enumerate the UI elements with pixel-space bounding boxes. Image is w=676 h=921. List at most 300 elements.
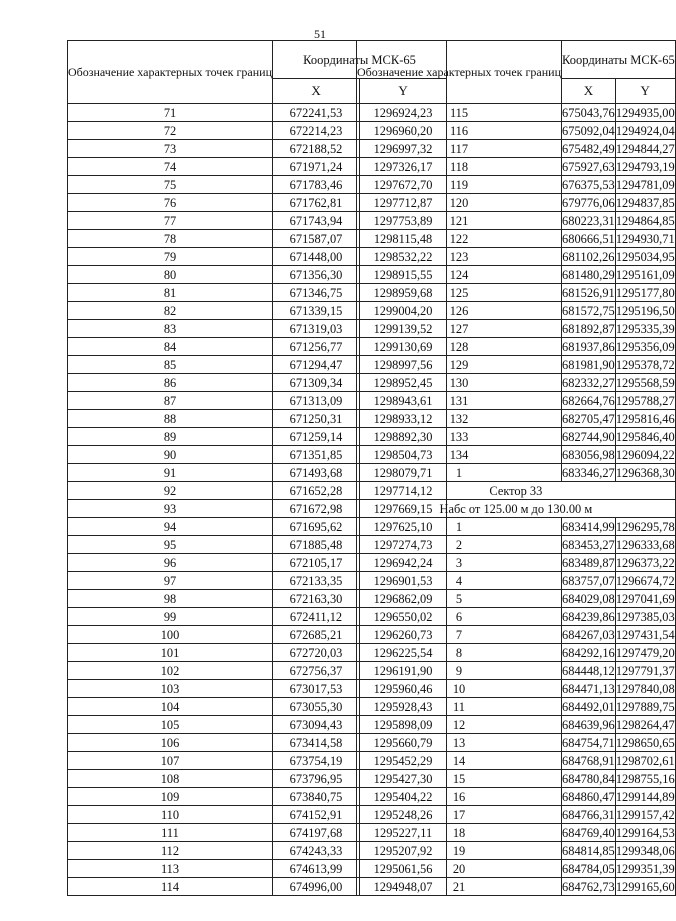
coordinate-x: 683414,99 [562, 519, 615, 534]
coordinate-x: 671743,94 [273, 212, 360, 230]
coordinate-x: 672685,21 [273, 626, 360, 644]
point-number: 85 [68, 356, 273, 374]
coordinate-y: 1295960,46 [360, 680, 447, 698]
table-row [357, 842, 676, 860]
coordinate-y: 1295568,59 [615, 375, 675, 390]
point-number: 111 [68, 824, 273, 842]
table-row [357, 572, 676, 590]
coordinate-y: 1298264,47 [615, 717, 675, 732]
sector-height-row [357, 500, 676, 518]
coordinate-x: 684471,13 [562, 681, 615, 696]
coordinate-x: 683757,07 [562, 573, 615, 588]
coordinate-x: 675927,63 [562, 159, 615, 174]
table-row [357, 644, 676, 662]
coordinate-y: 1295207,92 [360, 842, 447, 860]
coordinate-y: 1297712,87 [360, 194, 447, 212]
coordinate-x: 671587,07 [273, 230, 360, 248]
coordinate-y: 1298943,61 [360, 392, 447, 410]
coordinate-y: 1296373,22 [615, 555, 675, 570]
coordinates-table-right [356, 40, 676, 896]
point-number: 102 [68, 662, 273, 680]
point-number: 8 [357, 644, 562, 662]
point-number: 98 [68, 590, 273, 608]
coordinate-x: 684780,84 [562, 771, 615, 786]
coordinate-x: 684292,16 [562, 645, 615, 660]
coordinate-x: 674152,91 [273, 806, 360, 824]
point-number: 79 [68, 248, 273, 266]
point-number: 82 [68, 302, 273, 320]
point-number: 11 [357, 698, 562, 716]
sector-height: Набс от 125.00 м до 130.00 м [357, 500, 676, 518]
coordinate-y: 1298933,12 [360, 410, 447, 428]
table-row [357, 446, 676, 464]
coordinate-x: 673796,95 [273, 770, 360, 788]
point-number: 101 [68, 644, 273, 662]
coordinate-y: 1295356,09 [615, 339, 675, 354]
point-number: 100 [68, 626, 273, 644]
point-number: 15 [357, 770, 562, 788]
coordinate-x: 681981,90 [562, 357, 615, 372]
coordinate-y: 1294837,85 [615, 195, 675, 210]
table-row [357, 140, 676, 158]
coordinate-x: 672163,30 [273, 590, 360, 608]
point-number: 92 [68, 482, 273, 500]
point-number: 123 [357, 248, 562, 266]
point-number: 4 [357, 572, 562, 590]
coordinate-x: 681572,75 [562, 303, 615, 318]
point-number: 1 [357, 464, 562, 482]
point-number: 10 [357, 680, 562, 698]
coordinate-y: 1297714,12 [360, 482, 447, 500]
table-row [357, 680, 676, 698]
point-number: 76 [68, 194, 273, 212]
coordinate-y: 1295928,43 [360, 698, 447, 716]
coordinate-x: 684239,86 [562, 609, 615, 624]
point-number: 122 [357, 230, 562, 248]
point-number: 72 [68, 122, 273, 140]
coordinate-x: 682332,27 [562, 375, 615, 390]
coordinate-x: 672188,52 [273, 140, 360, 158]
point-number: 134 [357, 446, 562, 464]
table-row [357, 266, 676, 284]
coordinate-x: 671652,28 [273, 482, 360, 500]
header-y: Y [615, 79, 675, 104]
coordinate-y: 1296862,09 [360, 590, 447, 608]
point-number: 88 [68, 410, 273, 428]
coordinate-y: 1297840,08 [615, 681, 675, 696]
sector-title: Сектор 33 [357, 482, 676, 500]
point-number: 126 [357, 302, 562, 320]
coordinate-x: 671971,24 [273, 158, 360, 176]
table-row [357, 554, 676, 572]
coordinate-y: 1295660,79 [360, 734, 447, 752]
coordinate-y: 1294844,27 [615, 141, 675, 156]
coordinate-x: 671250,31 [273, 410, 360, 428]
coordinate-y: 1299348,06 [615, 843, 675, 858]
coordinate-y: 1299164,53 [615, 825, 675, 840]
coordinate-x: 672756,37 [273, 662, 360, 680]
table-row [357, 716, 676, 734]
point-number: 127 [357, 320, 562, 338]
coordinate-y: 1294781,09 [615, 177, 675, 192]
point-number: 74 [68, 158, 273, 176]
point-number: 132 [357, 410, 562, 428]
coordinate-y: 1294948,07 [360, 878, 447, 896]
table-row [357, 752, 676, 770]
coordinate-x: 671256,77 [273, 338, 360, 356]
point-number: 103 [68, 680, 273, 698]
coordinate-y: 1296901,53 [360, 572, 447, 590]
coordinate-y: 1296550,02 [360, 608, 447, 626]
point-number: 95 [68, 536, 273, 554]
table-row [357, 320, 676, 338]
table-row [357, 248, 676, 266]
coordinate-x: 684448,12 [562, 663, 615, 678]
coordinate-x: 671313,09 [273, 392, 360, 410]
coordinate-x: 684492,01 [562, 699, 615, 714]
coordinate-y: 1299130,69 [360, 338, 447, 356]
coordinate-y: 1295161,09 [615, 267, 675, 282]
point-number: 130 [357, 374, 562, 392]
sector-title-row [357, 482, 676, 500]
coordinate-y: 1299157,42 [615, 807, 675, 822]
point-number: 107 [68, 752, 273, 770]
coordinate-y: 1299004,20 [360, 302, 447, 320]
point-number: 116 [357, 122, 562, 140]
coordinate-y: 1296368,30 [615, 465, 675, 480]
coordinate-x: 681526,91 [562, 285, 615, 300]
coordinate-y: 1294935,00 [615, 105, 675, 120]
coordinate-x: 683346,27 [562, 465, 615, 480]
table-row [357, 428, 676, 446]
coordinate-y: 1297385,03 [615, 609, 675, 624]
table-row [357, 860, 676, 878]
header-coordinates: Координаты МСК-65 [273, 41, 447, 79]
coordinate-x: 673094,43 [273, 716, 360, 734]
table-row [357, 626, 676, 644]
table-row [357, 374, 676, 392]
point-number: 89 [68, 428, 273, 446]
point-number: 115 [357, 104, 562, 122]
table-row [357, 194, 676, 212]
coordinate-y: 1297672,70 [360, 176, 447, 194]
coordinate-x: 671885,48 [273, 536, 360, 554]
point-number: 128 [357, 338, 562, 356]
table-row [357, 158, 676, 176]
point-number: 75 [68, 176, 273, 194]
coordinate-x: 684639,96 [562, 717, 615, 732]
point-number: 81 [68, 284, 273, 302]
coordinate-y: 1297669,15 [360, 500, 447, 518]
table-row [357, 122, 676, 140]
coordinate-x: 672133,35 [273, 572, 360, 590]
point-number: 80 [68, 266, 273, 284]
point-number: 105 [68, 716, 273, 734]
point-number: 73 [68, 140, 273, 158]
point-number: 84 [68, 338, 273, 356]
coordinate-y: 1296960,20 [360, 122, 447, 140]
coordinate-y: 1295196,50 [615, 303, 675, 318]
header-designation: Обозначение характерных точек границ [357, 41, 562, 104]
coordinate-x: 674243,33 [273, 842, 360, 860]
point-number: 96 [68, 554, 273, 572]
coordinate-y: 1297625,10 [360, 518, 447, 536]
coordinate-x: 673754,19 [273, 752, 360, 770]
coordinate-y: 1297479,20 [615, 645, 675, 660]
coordinate-y: 1295248,26 [360, 806, 447, 824]
coordinate-y: 1299144,89 [615, 789, 675, 804]
point-number: 114 [68, 878, 273, 896]
point-number: 117 [357, 140, 562, 158]
coordinate-y: 1297274,73 [360, 536, 447, 554]
point-number: 3 [357, 554, 562, 572]
coordinate-x: 671319,03 [273, 320, 360, 338]
point-number: 106 [68, 734, 273, 752]
point-number: 18 [357, 824, 562, 842]
coordinate-x: 684762,73 [562, 879, 615, 894]
table-row [357, 176, 676, 194]
point-number: 86 [68, 374, 273, 392]
table-row [357, 698, 676, 716]
point-number: 2 [357, 536, 562, 554]
coordinate-x: 671493,68 [273, 464, 360, 482]
coordinate-x: 672241,53 [273, 104, 360, 122]
coordinate-x: 680666,51 [562, 231, 615, 246]
coordinate-x: 671339,15 [273, 302, 360, 320]
coordinate-y: 1295335,39 [615, 321, 675, 336]
coordinate-y: 1294793,19 [615, 159, 675, 174]
header-designation: Обозначение характерных точек границ [68, 41, 273, 104]
coordinate-x: 681480,29 [562, 267, 615, 282]
coordinate-x: 671294,47 [273, 356, 360, 374]
table-row [357, 770, 676, 788]
coordinate-x: 676375,53 [562, 177, 615, 192]
coordinate-y: 1298915,55 [360, 266, 447, 284]
point-number: 108 [68, 770, 273, 788]
coordinate-x: 672411,12 [273, 608, 360, 626]
table-row [357, 824, 676, 842]
coordinate-y: 1296333,68 [615, 537, 675, 552]
coordinate-y: 1298532,22 [360, 248, 447, 266]
point-number: 125 [357, 284, 562, 302]
table-row [357, 464, 676, 482]
coordinate-x: 672720,03 [273, 644, 360, 662]
coordinate-y: 1297889,75 [615, 699, 675, 714]
coordinate-x: 671259,14 [273, 428, 360, 446]
coordinate-y: 1295177,80 [615, 285, 675, 300]
point-number: 133 [357, 428, 562, 446]
coordinate-y: 1296942,24 [360, 554, 447, 572]
coordinate-y: 1296997,32 [360, 140, 447, 158]
point-number: 97 [68, 572, 273, 590]
coordinate-x: 675092,04 [562, 123, 615, 138]
coordinate-y: 1298504,73 [360, 446, 447, 464]
coordinate-x: 673840,75 [273, 788, 360, 806]
coordinate-y: 1295404,22 [360, 788, 447, 806]
table-row [357, 590, 676, 608]
coordinate-y: 1295427,30 [360, 770, 447, 788]
coordinate-x: 673055,30 [273, 698, 360, 716]
point-number: 118 [357, 158, 562, 176]
header-coordinates: Координаты МСК-65 [562, 41, 676, 79]
point-number: 131 [357, 392, 562, 410]
coordinate-x: 674197,68 [273, 824, 360, 842]
point-number: 6 [357, 608, 562, 626]
coordinate-y: 1298755,16 [615, 771, 675, 786]
coordinate-y: 1298702,61 [615, 753, 675, 768]
table-row [357, 518, 676, 536]
table-row [357, 662, 676, 680]
coordinate-y: 1299165,60 [615, 879, 675, 894]
coordinate-x: 684029,08 [562, 591, 615, 606]
coordinate-y: 1296191,90 [360, 662, 447, 680]
coordinate-y: 1295378,72 [615, 357, 675, 372]
coordinate-y: 1296674,72 [615, 573, 675, 588]
table-row [357, 104, 676, 122]
coordinate-x: 671762,81 [273, 194, 360, 212]
coordinate-y: 1295061,56 [360, 860, 447, 878]
coordinate-x: 684754,71 [562, 735, 615, 750]
coordinate-x: 682664,76 [562, 393, 615, 408]
coordinate-x: 679776,06 [562, 195, 615, 210]
coordinate-y: 1295788,27 [615, 393, 675, 408]
coordinate-y: 1296225,54 [360, 644, 447, 662]
coordinate-x: 671695,62 [273, 518, 360, 536]
coordinate-y: 1294864,85 [615, 213, 675, 228]
point-number: 83 [68, 320, 273, 338]
table-row [357, 878, 676, 896]
coordinate-x: 671783,46 [273, 176, 360, 194]
page-number: 51 [314, 27, 326, 41]
point-number: 9 [357, 662, 562, 680]
coordinate-x: 671672,98 [273, 500, 360, 518]
coordinate-x: 671309,34 [273, 374, 360, 392]
table-row [357, 338, 676, 356]
coordinate-x: 684768,91 [562, 753, 615, 768]
coordinate-x: 681102,26 [562, 249, 615, 264]
coordinate-x: 683056,98 [562, 447, 615, 462]
point-number: 113 [68, 860, 273, 878]
coordinate-y: 1297041,69 [615, 591, 675, 606]
point-number: 90 [68, 446, 273, 464]
point-number: 71 [68, 104, 273, 122]
point-number: 99 [68, 608, 273, 626]
coordinate-y: 1297791,37 [615, 663, 675, 678]
point-number: 119 [357, 176, 562, 194]
point-number: 77 [68, 212, 273, 230]
coordinate-x: 673414,58 [273, 734, 360, 752]
point-number: 20 [357, 860, 562, 878]
coordinate-x: 674613,99 [273, 860, 360, 878]
coordinate-x: 682705,47 [562, 411, 615, 426]
coordinate-x: 671346,75 [273, 284, 360, 302]
point-number: 109 [68, 788, 273, 806]
table-row [357, 536, 676, 554]
coordinate-y: 1298952,45 [360, 374, 447, 392]
table-row [357, 734, 676, 752]
coordinate-y: 1295816,46 [615, 411, 675, 426]
table-row [357, 284, 676, 302]
table-row [357, 788, 676, 806]
point-number: 93 [68, 500, 273, 518]
point-number: 110 [68, 806, 273, 824]
coordinate-x: 684769,40 [562, 825, 615, 840]
point-number: 120 [357, 194, 562, 212]
coordinate-y: 1295227,11 [360, 824, 447, 842]
coordinate-x: 671448,00 [273, 248, 360, 266]
coordinate-x: 681892,87 [562, 321, 615, 336]
coordinate-y: 1297326,17 [360, 158, 447, 176]
coordinate-y: 1299351,39 [615, 861, 675, 876]
point-number: 17 [357, 806, 562, 824]
coordinate-y: 1294930,71 [615, 231, 675, 246]
coordinate-x: 683453,27 [562, 537, 615, 552]
header-x: X [273, 79, 360, 104]
point-number: 121 [357, 212, 562, 230]
point-number: 19 [357, 842, 562, 860]
point-number: 21 [357, 878, 562, 896]
coordinate-y: 1298650,65 [615, 735, 675, 750]
coordinate-x: 671351,85 [273, 446, 360, 464]
point-number: 7 [357, 626, 562, 644]
coordinate-x: 675482,49 [562, 141, 615, 156]
header-x: X [562, 79, 616, 104]
coordinate-y: 1295034,95 [615, 249, 675, 264]
coordinate-x: 683489,87 [562, 555, 615, 570]
coordinate-y: 1298115,48 [360, 230, 447, 248]
coordinate-x: 684784,05 [562, 861, 615, 876]
coordinate-x: 684860,47 [562, 789, 615, 804]
coordinate-y: 1295898,09 [360, 716, 447, 734]
point-number: 16 [357, 788, 562, 806]
coordinate-y: 1296260,73 [360, 626, 447, 644]
coordinate-x: 684766,31 [562, 807, 615, 822]
coordinate-y: 1298892,30 [360, 428, 447, 446]
table-row [357, 356, 676, 374]
table-row [357, 608, 676, 626]
coordinate-y: 1297753,89 [360, 212, 447, 230]
coordinate-x: 681937,86 [562, 339, 615, 354]
coordinate-y: 1297431,54 [615, 627, 675, 642]
coordinate-y: 1295452,29 [360, 752, 447, 770]
point-number: 91 [68, 464, 273, 482]
point-number: 124 [357, 266, 562, 284]
point-number: 78 [68, 230, 273, 248]
point-number: 104 [68, 698, 273, 716]
coordinate-y: 1296094,22 [615, 447, 675, 462]
coordinate-x: 675043,76 [562, 105, 615, 120]
coordinate-y: 1295846,40 [615, 429, 675, 444]
table-row [357, 230, 676, 248]
coordinate-x: 680223,31 [562, 213, 615, 228]
coordinate-x: 673017,53 [273, 680, 360, 698]
point-number: 87 [68, 392, 273, 410]
coordinate-y: 1294924,04 [615, 123, 675, 138]
table-row [357, 392, 676, 410]
coordinate-y: 1298997,56 [360, 356, 447, 374]
table-row [357, 806, 676, 824]
point-number: 5 [357, 590, 562, 608]
coordinate-y: 1298079,71 [360, 464, 447, 482]
coordinate-x: 672105,17 [273, 554, 360, 572]
point-number: 14 [357, 752, 562, 770]
point-number: 112 [68, 842, 273, 860]
point-number: 1 [357, 518, 562, 536]
coordinate-y: 1296924,23 [360, 104, 447, 122]
right-table-body-top [357, 104, 676, 482]
point-number: 12 [357, 716, 562, 734]
table-row [357, 212, 676, 230]
